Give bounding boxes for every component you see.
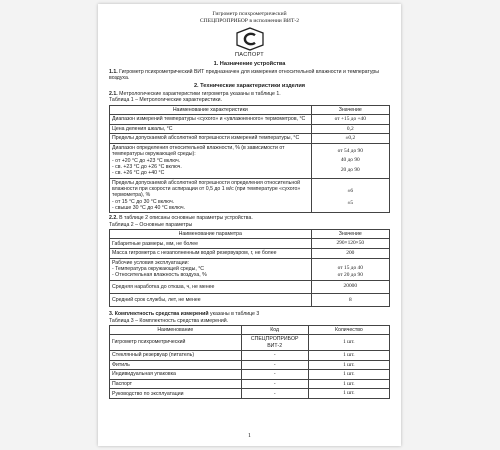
cell-line: от 54 до 90 — [337, 147, 363, 154]
logo-container — [109, 27, 390, 51]
cell-qty: 1 шт. — [308, 335, 389, 351]
cell-name: Средняя наработка до отказа, ч, не менее — [110, 280, 312, 293]
cell-qty: 1 шт. — [308, 389, 389, 399]
cell-line: Рабочие условия эксплуатации: — [112, 259, 189, 266]
cell-value: от +15 до +40 — [311, 115, 389, 125]
cell-name: Индивидуальная упаковка — [110, 370, 242, 380]
table-row — [110, 389, 390, 399]
cell-line: 40 до 90 — [340, 157, 360, 164]
certification-c-icon — [235, 27, 265, 51]
cell-value: ±0,2 — [311, 134, 389, 144]
cell-name: Пределы допускаемой абсолютной погрешности измерений температуры, °С — [110, 134, 312, 144]
cell-name — [110, 178, 312, 213]
cell-line: - от 15 °С до 30 °С включ. — [112, 198, 175, 205]
table-row — [110, 115, 390, 125]
cell-name: Габаритные размеры, мм, не более — [110, 239, 312, 249]
cell-name: Масса гигрометра с незаполненным водой резервуаром, г, не более — [110, 248, 312, 258]
table-row — [110, 258, 390, 280]
section-3-title-rest: указаны в таблице 3 — [209, 311, 260, 318]
cell-code: - — [241, 360, 308, 370]
cell-line: от 20 до 90 — [337, 271, 363, 278]
cell-value: 8 — [311, 293, 389, 306]
cell-line: Пределы допускаемой абсолютной погрешности определения относительной влажности при скорости аспирации от 0,5 до 1 м/с (при температуре «сухого» термометра), % — [112, 179, 301, 199]
table-header-row — [110, 105, 390, 114]
table-row — [110, 143, 390, 178]
cell-line: - Температура окружающей среды, °С — [112, 265, 205, 272]
table-row — [110, 239, 390, 249]
page-number: 1 — [248, 432, 251, 439]
cell-qty: 1 шт. — [308, 351, 389, 361]
document-page — [98, 4, 401, 446]
table-2-parameters — [109, 229, 390, 307]
cell-qty: 1 шт. — [308, 360, 389, 370]
cell-name: Средний срок службы, лет, не менее — [110, 293, 312, 306]
cell-name: Стеклянный резервуар (питатель) — [110, 351, 242, 361]
cell-name: Фитиль — [110, 360, 242, 370]
paragraph-2-1-number: 2.1. — [109, 91, 118, 98]
column-header: Значение — [311, 105, 389, 114]
table-1-metrological — [109, 105, 390, 214]
cell-value — [311, 143, 389, 178]
section-1-title: 1. Назначение устройства — [213, 60, 286, 67]
cell-line: - Относительная влажность воздуха, % — [112, 272, 207, 279]
cell-name: Диапазон измерений температуры «сухого» и «увлажненного» термометров, °С — [110, 115, 312, 125]
cell-code: - — [241, 379, 308, 389]
cell-value — [311, 178, 389, 213]
table-3-completeness — [109, 325, 390, 399]
cell-name — [110, 258, 312, 280]
cell-value: 290×120×50 — [311, 239, 389, 249]
cell-line: - от +20 °С до +23 °С включ. — [112, 157, 181, 164]
section-1-text — [109, 69, 390, 82]
cell-value: 0,2 — [311, 124, 389, 134]
table-row — [110, 248, 390, 258]
section-1-number: 1.1. — [109, 68, 118, 75]
cell-line: Диапазон определения относительной влажности, % (в зависимости от температуры окружающей среды): — [112, 144, 285, 158]
section-1-body: Гигрометр психрометрический ВИТ предназначен для измерения относительной влажности и температуры воздуха. — [109, 68, 380, 81]
table-row — [110, 280, 390, 293]
table-3-caption: Таблица 3 – Комплектность средства измерений. — [109, 317, 229, 324]
cell-code: - — [241, 351, 308, 361]
cell-value: 20000 — [311, 280, 389, 293]
cell-name: Цена деления шкалы, °С — [110, 124, 312, 134]
cell-value: 200 — [311, 248, 389, 258]
cell-line: - свыше 30 °С до 40 °С включ. — [112, 205, 186, 211]
paragraph-2-2-body: В таблице 2 описаны основные параметры устройства. — [119, 215, 253, 222]
cell-name: Гигрометр психрометрический — [110, 335, 242, 351]
table-row — [110, 370, 390, 380]
passport-label: ПАСПОРТ — [234, 51, 265, 58]
table-row — [110, 293, 390, 306]
document-header — [109, 11, 390, 25]
cell-code: СПЕЦПРОПРИБОР ВИТ-2 — [241, 335, 308, 351]
cell-name: Руководство по эксплуатации — [110, 389, 242, 399]
cell-qty: 1 шт. — [308, 370, 389, 380]
table-row — [110, 178, 390, 213]
section-2-title: 2. Технические характеристики изделия — [193, 83, 306, 90]
table-row — [110, 124, 390, 134]
cell-line: 20 до 90 — [340, 167, 360, 174]
cell-value — [311, 258, 389, 280]
cell-code: - — [241, 370, 308, 380]
cell-name: Паспорт — [110, 379, 242, 389]
table-1-caption: Таблица 1 – Метрологические характеристики. — [109, 97, 222, 104]
column-header: Значение — [311, 230, 389, 239]
cell-line: - св. +23 °С до +26 °С включ. — [112, 163, 182, 170]
cell-qty: 1 шт. — [308, 379, 389, 389]
cell-line: ±6 — [347, 188, 354, 195]
cell-code: - — [241, 389, 308, 399]
paragraph-2-2-number: 2.2. — [109, 215, 118, 222]
column-header: Количество — [308, 325, 389, 334]
column-header: Код — [241, 325, 308, 334]
header-line-1: Гигрометр психрометрический — [212, 11, 287, 17]
header-line-2: СПЕЦПРОПРИБОР в исполнении ВИТ-2 — [199, 17, 300, 24]
section-3-title-bold: 3. Комплектность средства измерений — [109, 311, 209, 318]
cell-line: - св. +26 °С до +40 °С — [112, 170, 165, 177]
table-header-row — [110, 230, 390, 239]
table-row — [110, 351, 390, 361]
cell-line: ±5 — [347, 199, 354, 206]
table-header-row — [110, 325, 390, 334]
table-row — [110, 134, 390, 144]
table-row — [110, 360, 390, 370]
column-header: Наименование параметра — [110, 230, 312, 239]
table-row — [110, 335, 390, 351]
cell-name — [110, 143, 312, 178]
column-header: Наименование характеристики — [110, 105, 312, 114]
column-header: Наименование — [110, 325, 242, 334]
table-2-caption: Таблица 2 – Основные параметры — [109, 221, 193, 228]
table-row — [110, 379, 390, 389]
cell-line: от 15 до 40 — [337, 264, 363, 271]
paragraph-2-1-body: Метрологические характеристики гигрометра указаны в таблице 1. — [119, 91, 281, 98]
